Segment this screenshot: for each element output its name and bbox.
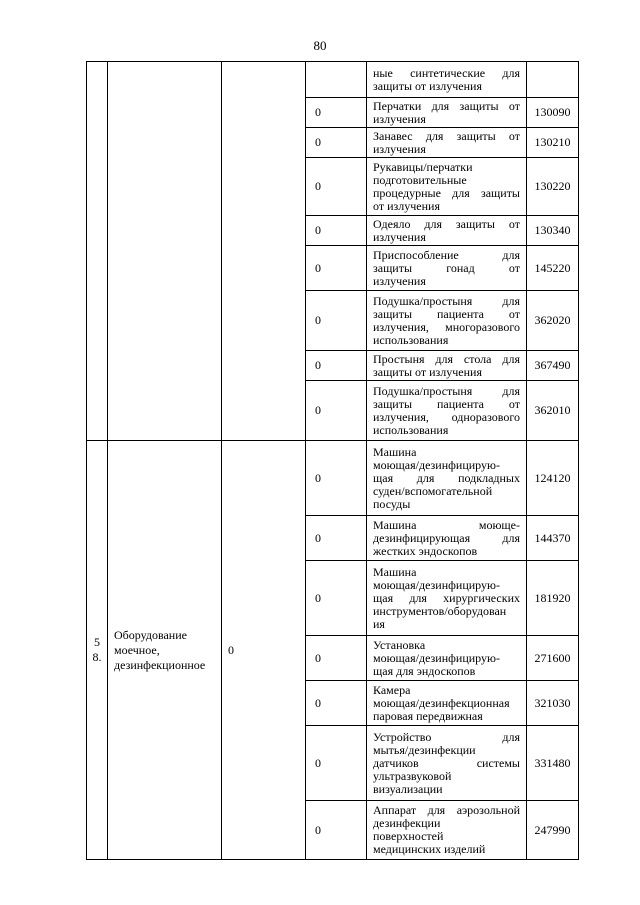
empty-group-cell (222, 62, 306, 441)
item-code: 130210 (527, 128, 579, 158)
item-name-line: Рукавицы/перчатки (373, 159, 473, 174)
item-name (367, 128, 527, 158)
item-code: 362010 (527, 381, 579, 441)
item-name-line: использования (373, 422, 449, 437)
item-name (367, 801, 527, 860)
item-name-line: Приспособление для (373, 247, 520, 262)
item-code: 271600 (527, 636, 579, 681)
item-value: 0 (306, 636, 367, 681)
item-name (367, 381, 527, 441)
item-name-line: Подушка/простыня для (373, 293, 520, 308)
item-name-line: мытья/дезинфекции (373, 742, 476, 757)
item-name-line: защиты гонад от (373, 260, 520, 275)
item-name-line: излучения, многоразового (373, 319, 520, 334)
item-name-line: суден/вспомогательной (373, 483, 493, 498)
item-code: 367490 (527, 351, 579, 381)
item-name (367, 516, 527, 561)
item-name-line: Аппарат для аэрозольной (373, 803, 520, 817)
item-name (367, 98, 527, 128)
item-value: 0 (306, 801, 367, 860)
item-name (367, 62, 527, 98)
item-name-line: паровая передвижная (373, 708, 483, 723)
group-number (87, 441, 108, 860)
item-name-line: излучения, одноразового (373, 409, 520, 424)
group-title (108, 441, 222, 860)
item-value: 0 (306, 381, 367, 441)
item-name-line: посуды (373, 496, 411, 511)
item-value: 0 (306, 681, 367, 726)
group-number-line: 5 (94, 635, 100, 649)
item-name-line: Устройство для (373, 729, 520, 744)
item-value: 0 (306, 351, 367, 381)
item-name-line: подготовительные (373, 172, 467, 187)
empty-group-cell (87, 62, 108, 441)
group-value: 0 (222, 441, 306, 860)
item-name-line: медицинских изделий (373, 842, 486, 856)
item-name-line: Перчатки для защиты от (373, 98, 520, 113)
item-name (367, 291, 527, 351)
item-code: 130220 (527, 158, 579, 216)
item-name (367, 216, 527, 246)
item-name-line: дезинфицирующая для (373, 530, 520, 545)
item-name-line: излучения (373, 273, 426, 288)
item-name (367, 158, 527, 216)
item-name-line: моющая/дезинфекционная (373, 695, 510, 710)
item-code: 362020 (527, 291, 579, 351)
item-name-line: использования (373, 332, 449, 347)
item-code: 331480 (527, 726, 579, 801)
group-title-line: дезинфекционное (114, 657, 206, 672)
group-title-line: Оборудование (114, 627, 187, 642)
item-code: 145220 (527, 246, 579, 291)
item-name-line: щая для эндоскопов (373, 663, 476, 678)
item-code: 130090 (527, 98, 579, 128)
device-table (86, 61, 579, 860)
item-name-line: датчиков системы (373, 755, 520, 770)
item-name-line: ные синтетические для (373, 65, 520, 80)
item-code: 130340 (527, 216, 579, 246)
item-name-line: Простыня для стола для (373, 351, 520, 366)
item-name-line: Подушка/простыня для (373, 383, 520, 398)
item-name-line: визуализации (373, 781, 443, 796)
item-name (367, 726, 527, 801)
item-name-line: ультразвуковой (373, 768, 452, 783)
item-name-line: излучения (373, 111, 426, 126)
item-code: 124120 (527, 441, 579, 516)
item-name-line: дезинфекции (373, 816, 441, 830)
item-name-line: защиты пациента от (373, 306, 520, 321)
group-title-line: моечное, (114, 642, 160, 657)
table-body (87, 62, 579, 860)
item-name-line: щая для хирургических (373, 590, 520, 605)
item-name-line: щая для подкладных (373, 470, 520, 485)
item-name-line: Занавес для защиты от (373, 128, 520, 143)
item-value: 0 (306, 246, 367, 291)
item-code: 144370 (527, 516, 579, 561)
item-name-line: Установка (373, 637, 426, 652)
item-name-line: Машина (373, 564, 417, 579)
item-name (367, 351, 527, 381)
item-name-line: ия (373, 616, 385, 631)
item-code: 247990 (527, 801, 579, 860)
item-value: 0 (306, 726, 367, 801)
empty-group-cell (108, 62, 222, 441)
table-row (87, 441, 579, 516)
item-value: 0 (306, 561, 367, 636)
item-code (527, 62, 579, 98)
table-row (87, 62, 579, 98)
item-value: 0 (306, 516, 367, 561)
item-code: 321030 (527, 681, 579, 726)
item-name (367, 246, 527, 291)
item-name-line: процедурные для защиты (373, 185, 520, 200)
item-name (367, 636, 527, 681)
item-name-line: моющая/дезинфицирую- (373, 650, 500, 665)
item-name-line: Машина моюще- (373, 517, 520, 532)
item-name-line: Машина (373, 444, 417, 459)
item-code: 181920 (527, 561, 579, 636)
page-number: 80 (313, 38, 327, 53)
item-value: 0 (306, 216, 367, 246)
item-value: 0 (306, 158, 367, 216)
item-value (306, 62, 367, 98)
item-value: 0 (306, 98, 367, 128)
item-name-line: защиты от излучения (373, 364, 482, 379)
item-name (367, 561, 527, 636)
item-name-line: поверхностей (373, 829, 444, 843)
item-name-line: Одеяло для защиты от (373, 216, 520, 231)
item-name-line: жестких эндоскопов (373, 543, 478, 558)
item-name-line: Камера (373, 682, 411, 697)
group-number-line: 8. (92, 650, 102, 664)
item-name (367, 441, 527, 516)
item-name-line: излучения (373, 141, 426, 156)
item-name-line: защиты от излучения (373, 78, 482, 93)
item-value: 0 (306, 441, 367, 516)
item-name-line: излучения (373, 229, 426, 244)
item-value: 0 (306, 128, 367, 158)
item-name-line: моющая/дезинфицирую- (373, 457, 500, 472)
item-value: 0 (306, 291, 367, 351)
item-name-line: инструментов/оборудован (373, 603, 507, 618)
item-name-line: моющая/дезинфицирую- (373, 577, 500, 592)
item-name (367, 681, 527, 726)
item-name-line: от излучения (373, 198, 440, 213)
item-name-line: защиты пациента от (373, 396, 520, 411)
